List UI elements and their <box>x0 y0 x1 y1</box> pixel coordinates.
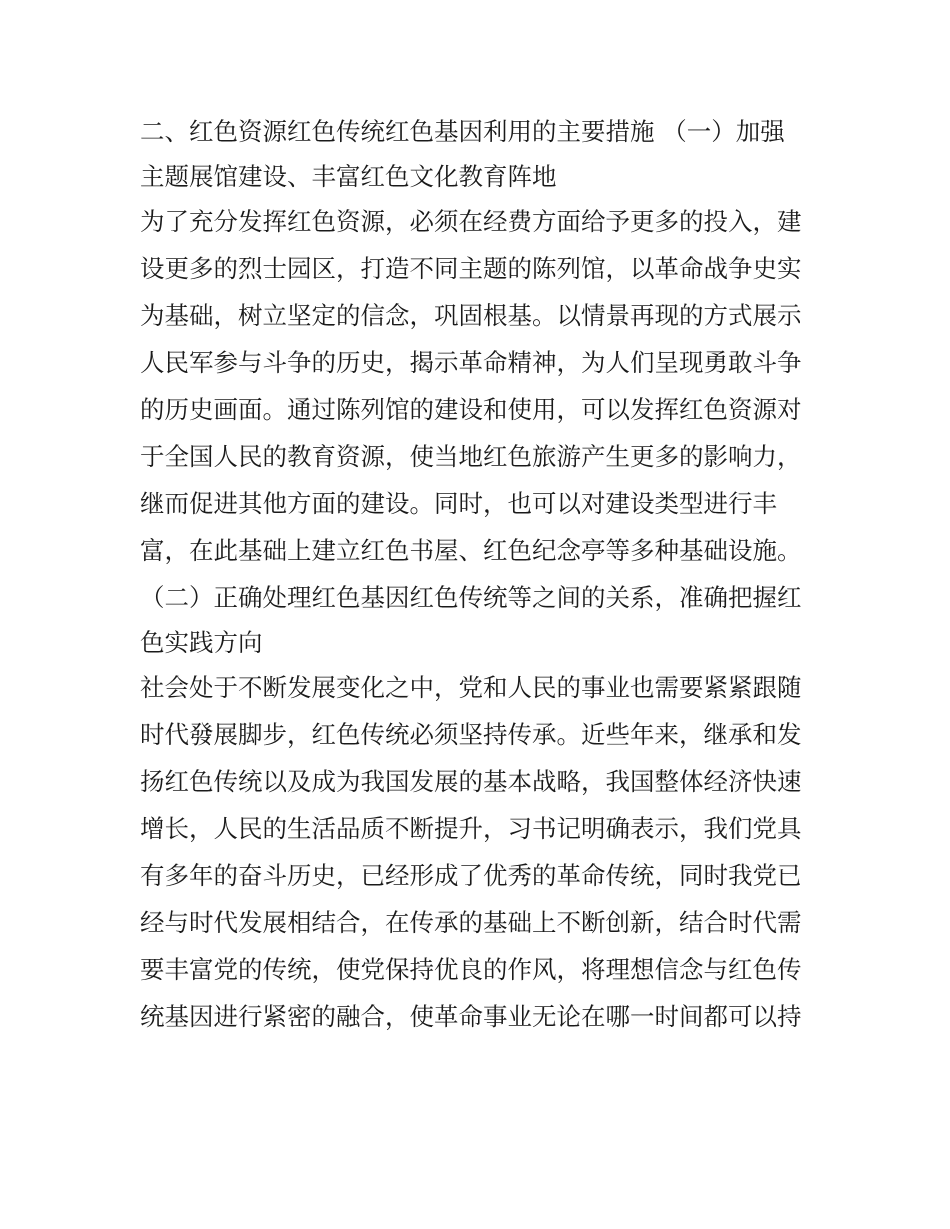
paragraph-line: 为了充分发挥红色资源，必须在经费方面给予更多的投入，建 <box>140 207 802 236</box>
paragraph-line: 经与时代发展相结合，在传承的基础上不断创新，结合时代需 <box>140 908 802 937</box>
paragraph-line: 设更多的烈士园区，打造不同主题的陈列馆，以革命战争史实 <box>140 254 802 283</box>
paragraph-line: 人民军参与斗争的历史，揭示革命精神，为人们呈现勇敢斗争 <box>140 348 802 377</box>
heading-line: （二）正确处理红色基因红色传统等之间的关系，准确把握红 <box>140 583 802 612</box>
heading-line: 主题展馆建设、丰富红色文化教育阵地 <box>140 162 557 191</box>
document-body <box>140 108 820 1040</box>
paragraph-line: 富，在此基础上建立红色书屋、红色纪念亭等多种基础设施。 <box>140 536 802 565</box>
paragraph-line: 的历史画面。通过陈列馆的建设和使用，可以发挥红色资源对 <box>140 395 802 424</box>
paragraph-line: 统基因进行紧密的融合，使革命事业无论在哪一时间都可以持 <box>140 1002 802 1031</box>
paragraph-line: 增长，人民的生活品质不断提升，习书记明确表示，我们党具 <box>140 814 802 843</box>
heading-line: 二、红色资源红色传统红色基因利用的主要措施 （一）加强 <box>140 117 785 146</box>
paragraph-line: 为基础，树立坚定的信念，巩固根基。以情景再现的方式展示 <box>140 301 802 330</box>
paragraph-line: 社会处于不断发展变化之中，党和人民的事业也需要紧紧跟随 <box>140 673 802 702</box>
paragraph-line: 时代發展脚步，红色传统必须坚持传承。近些年来，继承和发 <box>140 720 802 749</box>
paragraph-line: 有多年的奋斗历史，已经形成了优秀的革命传统，同时我党已 <box>140 861 802 890</box>
paragraph-line: 要丰富党的传统，使党保持优良的作风，将理想信念与红色传 <box>140 955 802 984</box>
paragraph-line: 继而促进其他方面的建设。同时，也可以对建设类型进行丰 <box>140 489 777 518</box>
paragraph-line: 扬红色传统以及成为我国发展的基本战略，我国整体经济快速 <box>140 767 802 796</box>
heading-line: 色实践方向 <box>140 628 263 657</box>
paragraph-line: 于全国人民的教育资源，使当地红色旅游产生更多的影响力， <box>140 442 802 471</box>
